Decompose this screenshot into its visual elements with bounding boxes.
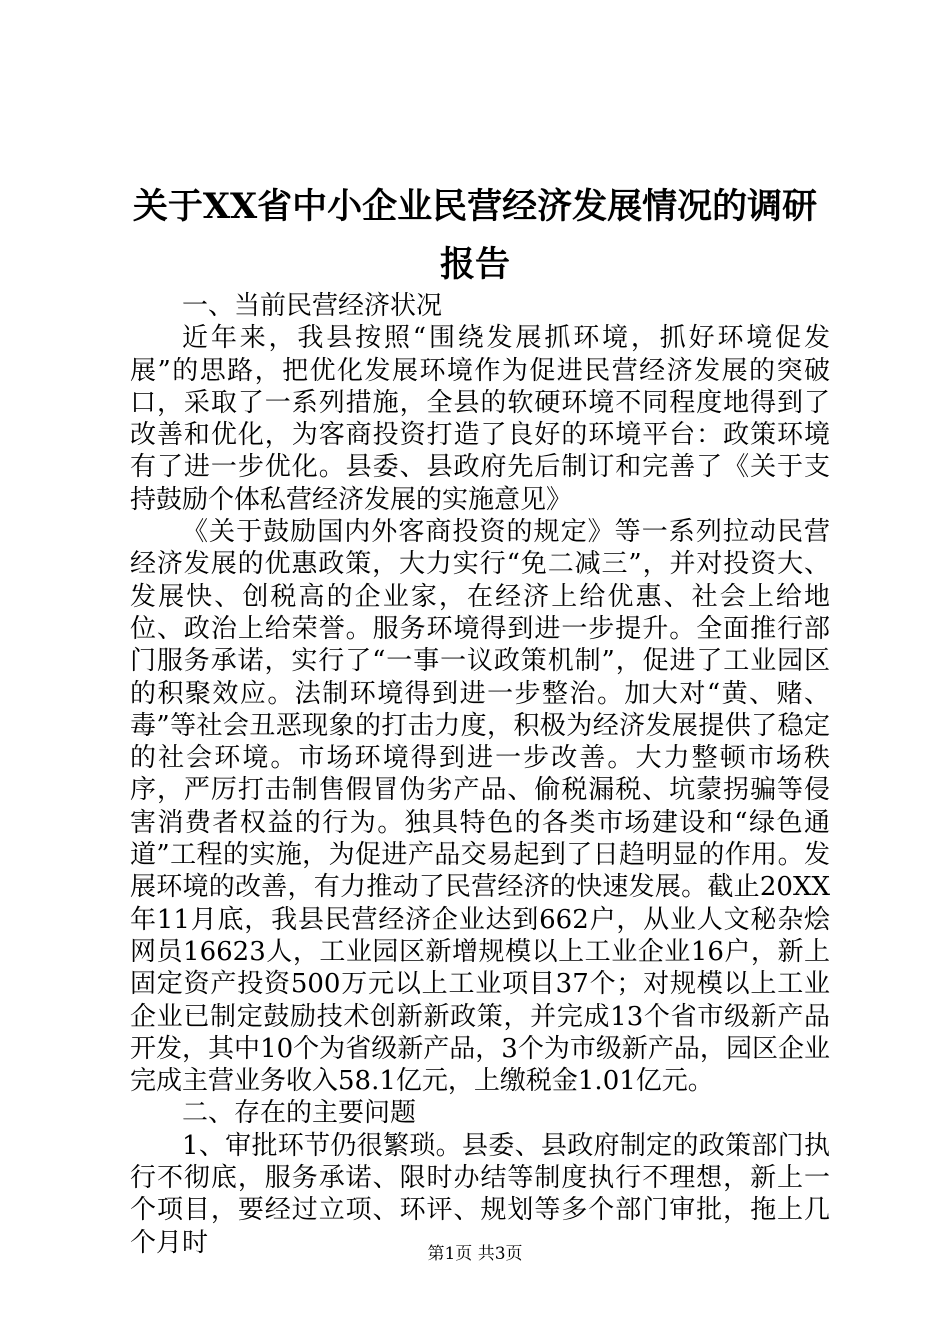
- title-line-1: 关于XX省中小企业民营经济发展情况的调研: [132, 186, 818, 227]
- paragraph-2: 《关于鼓励国内外客商投资的规定》等一系列拉动民营经济发展的优惠政策，大力实行“免二减三”，并对投资大、发展快、创税高的企业家，在经济上给优惠、社会上给地位、政治上给荣誉。服务环境得到进一步提升。全面推行部门服务承诺，实行了“一事一议政策机制”，促进了工业园区的积聚效应。法制环境得到进一步整治。加大对“黄、赌、毒”等社会丑恶现象的打击力度，积极为经济发展提供了稳定的社会环境。市场环境得到进一步改善。大力整顿市场秩序，严厉打击制售假冒伪劣产品、偷税漏税、坑蒙拐骗等侵害消费者权益的行为。独具特色的各类市场建设和“绿色通道”工程的实施，为促进产品交易起到了日趋明显的作用。发展环境的改善，有力推动了民营经济的快速发展。截止20XX年11月底，我县民营经济企业达到662户，从业人文秘杂烩网员16623人，工业园区新增规模以上工业企业16户，新上固定资产投资500万元以上工业项目37个；对规模以上工业企业已制定鼓励技术创新新政策，并完成13个省市级新产品开发，其中10个为省级新产品，3个为市级新产品，园区企业完成主营业务收入58.1亿元，上缴税金1.01亿元。: [130, 517, 830, 1097]
- document-body: [130, 290, 830, 1259]
- document-title: [100, 178, 850, 294]
- title-line-2: 报告: [439, 244, 510, 285]
- paragraph-1: 近年来，我县按照“围绕发展抓环境，抓好环境促发展”的思路，把优化发展环境作为促进民营经济发展的突破口，采取了一系列措施，全县的软硬环境不同程度地得到了改善和优化，为客商投资打造了良好的环境平台：政策环境有了进一步优化。县委、县政府先后制订和完善了《关于支持鼓励个体私营经济发展的实施意见》: [130, 323, 830, 515]
- section-heading-2: 二、存在的主要问题: [182, 1098, 417, 1129]
- page-number-footer: 第1页 共3页: [427, 1244, 523, 1264]
- section-heading-1: 一、当前民营经济状况: [182, 291, 443, 321]
- paragraph-3: 1、审批环节仍很繁琐。县委、县政府制定的政策部门执行不彻底，服务承诺、限时办结等制度执行不理想，新上一个项目，要经过立项、环评、规划等多个部门审批，拖上几个月时: [130, 1130, 830, 1258]
